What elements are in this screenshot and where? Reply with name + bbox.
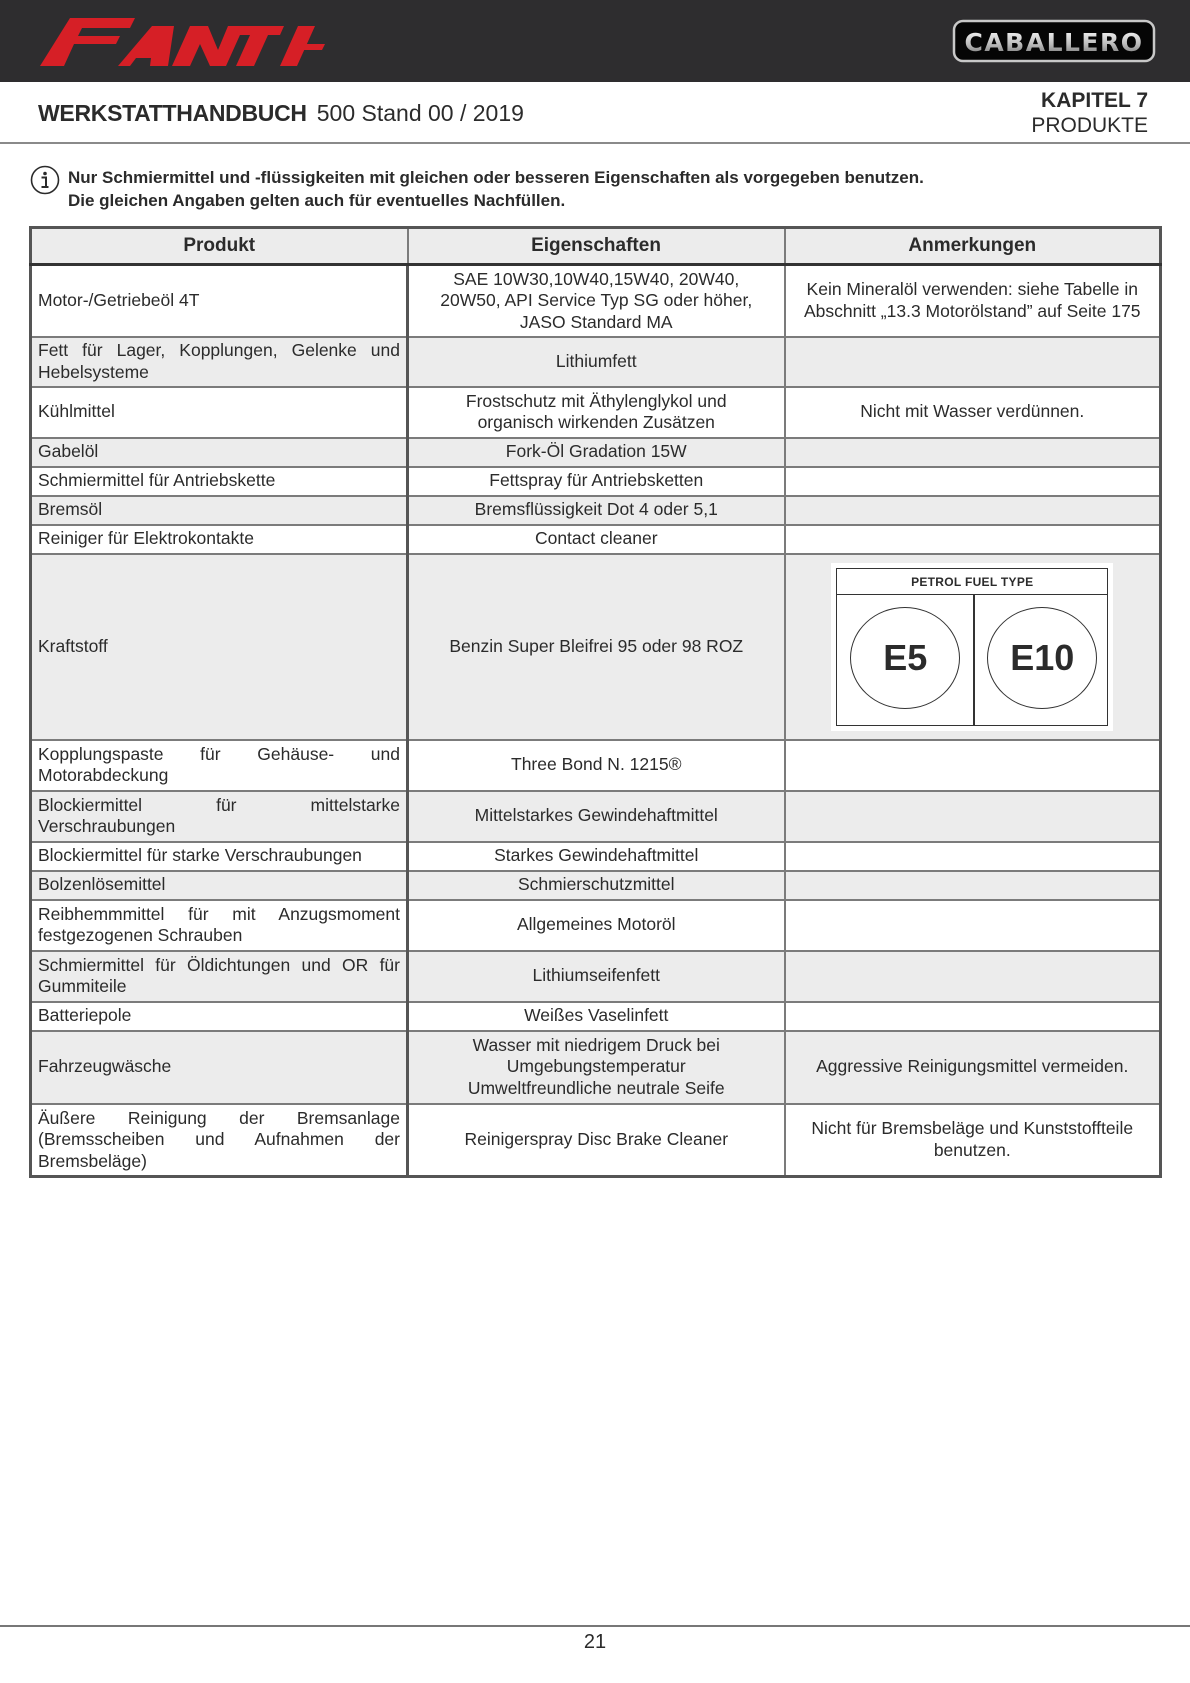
chapter-title: PRODUKTE — [1031, 114, 1148, 137]
cell-produkt: Bolzenlösemittel — [31, 871, 408, 900]
manual-title-bold: WERKSTATTHANDBUCH — [38, 100, 307, 126]
table-row — [31, 791, 1161, 842]
table-row — [31, 951, 1161, 1002]
cell-eigenschaften: Weißes Vaselinfett — [408, 1002, 785, 1031]
cell-eigenschaften: Schmierschutzmittel — [408, 871, 785, 900]
table-row — [31, 554, 1161, 740]
cell-produkt: Blockiermittel für starke Verschraubungen — [31, 842, 408, 871]
table-row — [31, 842, 1161, 871]
column-header-eigenschaften: Eigenschaften — [408, 228, 785, 265]
table-row — [31, 1002, 1161, 1031]
cell-anmerkungen — [785, 871, 1161, 900]
products-table — [29, 226, 1162, 1178]
table-row — [31, 387, 1161, 438]
cell-produkt: Kühlmittel — [31, 387, 408, 438]
cell-eigenschaften: Allgemeines Motoröl — [408, 900, 785, 951]
cell-eigenschaften: Contact cleaner — [408, 525, 785, 554]
cell-eigenschaften: Frostschutz mit Äthylenglykol und organisch wirkenden Zusätzen — [408, 387, 785, 438]
cell-anmerkungen — [785, 337, 1161, 387]
cell-produkt: Schmiermittel für Öldichtungen und OR für Gummiteile — [31, 951, 408, 1002]
cell-anmerkungen — [785, 740, 1161, 791]
fuel-e10-badge: E10 — [987, 607, 1097, 709]
cell-eigenschaften: Lithiumseifenfett — [408, 951, 785, 1002]
page-number: 21 — [583, 1631, 607, 1653]
cell-produkt: Äußere Reinigung der Bremsanlage (Bremsscheiben und Aufnahmen der Bremsbeläge) — [31, 1104, 408, 1177]
cell-anmerkungen — [785, 496, 1161, 525]
fuel-type-title: PETROL FUEL TYPE — [837, 569, 1107, 595]
column-header-produkt: Produkt — [31, 228, 408, 265]
brand-bar — [0, 0, 1190, 82]
column-header-anmerkungen: Anmerkungen — [785, 228, 1161, 265]
cell-produkt: Blockiermittel für mittelstarke Verschraubungen — [31, 791, 408, 842]
cell-produkt: Schmiermittel für Antriebskette — [31, 467, 408, 496]
footer-divider — [0, 1625, 1190, 1627]
fuel-e5-badge: E5 — [850, 607, 960, 709]
cell-anmerkungen — [785, 842, 1161, 871]
cell-anmerkungen: Aggressive Reinigungsmittel vermeiden. — [785, 1031, 1161, 1104]
table-header-row — [31, 228, 1161, 265]
table-row — [31, 900, 1161, 951]
cell-eigenschaften: Wasser mit niedrigem Druck bei Umgebungstemperatur Umweltfreundliche neutrale Seife — [408, 1031, 785, 1104]
table-row — [31, 525, 1161, 554]
chapter-heading — [1031, 88, 1148, 138]
caballero-logo-text: CABALLERO — [964, 28, 1144, 57]
fantic-logo — [40, 18, 325, 66]
cell-eigenschaften: Benzin Super Bleifrei 95 oder 98 ROZ — [408, 554, 785, 740]
cell-eigenschaften: Reinigerspray Disc Brake Cleaner — [408, 1104, 785, 1177]
cell-eigenschaften: Bremsflüssigkeit Dot 4 oder 5,1 — [408, 496, 785, 525]
cell-eigenschaften: Starkes Gewindehaftmittel — [408, 842, 785, 871]
cell-produkt: Gabelöl — [31, 438, 408, 467]
cell-anmerkungen: Nicht mit Wasser verdünnen. — [785, 387, 1161, 438]
table-row — [31, 496, 1161, 525]
manual-edition: 500 Stand 00 / 2019 — [316, 100, 524, 126]
chapter-number: KAPITEL 7 — [1041, 89, 1148, 112]
cell-produkt: Reibhemmmittel für mit Anzugsmoment festgezogenen Schrauben — [31, 900, 408, 951]
table-row — [31, 1031, 1161, 1104]
cell-eigenschaften: Mittelstarkes Gewindehaftmittel — [408, 791, 785, 842]
caballero-logo — [952, 17, 1156, 65]
note-line-2: Die gleichen Angaben gelten auch für eventuelles Nachfüllen. — [68, 191, 566, 210]
cell-eigenschaften: SAE 10W30,10W40,15W40, 20W40, 20W50, API Service Typ SG oder höher, JASO Standard MA — [408, 265, 785, 337]
cell-anmerkungen — [785, 525, 1161, 554]
cell-produkt: Reiniger für Elektrokontakte — [31, 525, 408, 554]
cell-produkt: Batteriepole — [31, 1002, 408, 1031]
cell-produkt: Kraftstoff — [31, 554, 408, 740]
fuel-divider — [973, 595, 975, 725]
cell-produkt: Fett für Lager, Kopplungen, Gelenke und Hebelsysteme — [31, 337, 408, 387]
cell-anmerkungen: Kein Mineralöl verwenden: siehe Tabelle in Abschnitt „13.3 Motorölstand” auf Seite 175 — [785, 265, 1161, 337]
cell-anmerkungen: Nicht für Bremsbeläge und Kunststoffteile benutzen. — [785, 1104, 1161, 1177]
cell-anmerkungen — [785, 951, 1161, 1002]
table-row — [31, 871, 1161, 900]
cell-produkt: Kopplungspaste für Gehäuse- und Motorabdeckung — [31, 740, 408, 791]
cell-anmerkungen — [785, 791, 1161, 842]
table-row — [31, 740, 1161, 791]
table-row — [31, 337, 1161, 387]
note-text — [68, 166, 924, 212]
fuel-type-label — [831, 563, 1113, 731]
table-row — [31, 467, 1161, 496]
cell-eigenschaften: Fettspray für Antriebsketten — [408, 467, 785, 496]
cell-anmerkungen — [785, 1002, 1161, 1031]
table-row — [31, 438, 1161, 467]
page-header — [0, 82, 1190, 144]
cell-produkt: Fahrzeugwäsche — [31, 1031, 408, 1104]
cell-anmerkungen — [785, 467, 1161, 496]
cell-eigenschaften: Fork-Öl Gradation 15W — [408, 438, 785, 467]
cell-anmerkungen — [785, 438, 1161, 467]
manual-title — [38, 100, 524, 127]
cell-anmerkungen — [785, 554, 1161, 740]
cell-anmerkungen — [785, 900, 1161, 951]
note-line-1: Nur Schmiermittel und -flüssigkeiten mit gleichen oder besseren Eigenschaften als vorgegeben benutzen. — [68, 168, 924, 187]
cell-produkt: Motor-/Getriebeöl 4T — [31, 265, 408, 337]
table-row — [31, 265, 1161, 337]
info-icon — [30, 165, 60, 195]
cell-eigenschaften: Three Bond N. 1215® — [408, 740, 785, 791]
table-row — [31, 1104, 1161, 1177]
cell-eigenschaften: Lithiumfett — [408, 337, 785, 387]
cell-produkt: Bremsöl — [31, 496, 408, 525]
